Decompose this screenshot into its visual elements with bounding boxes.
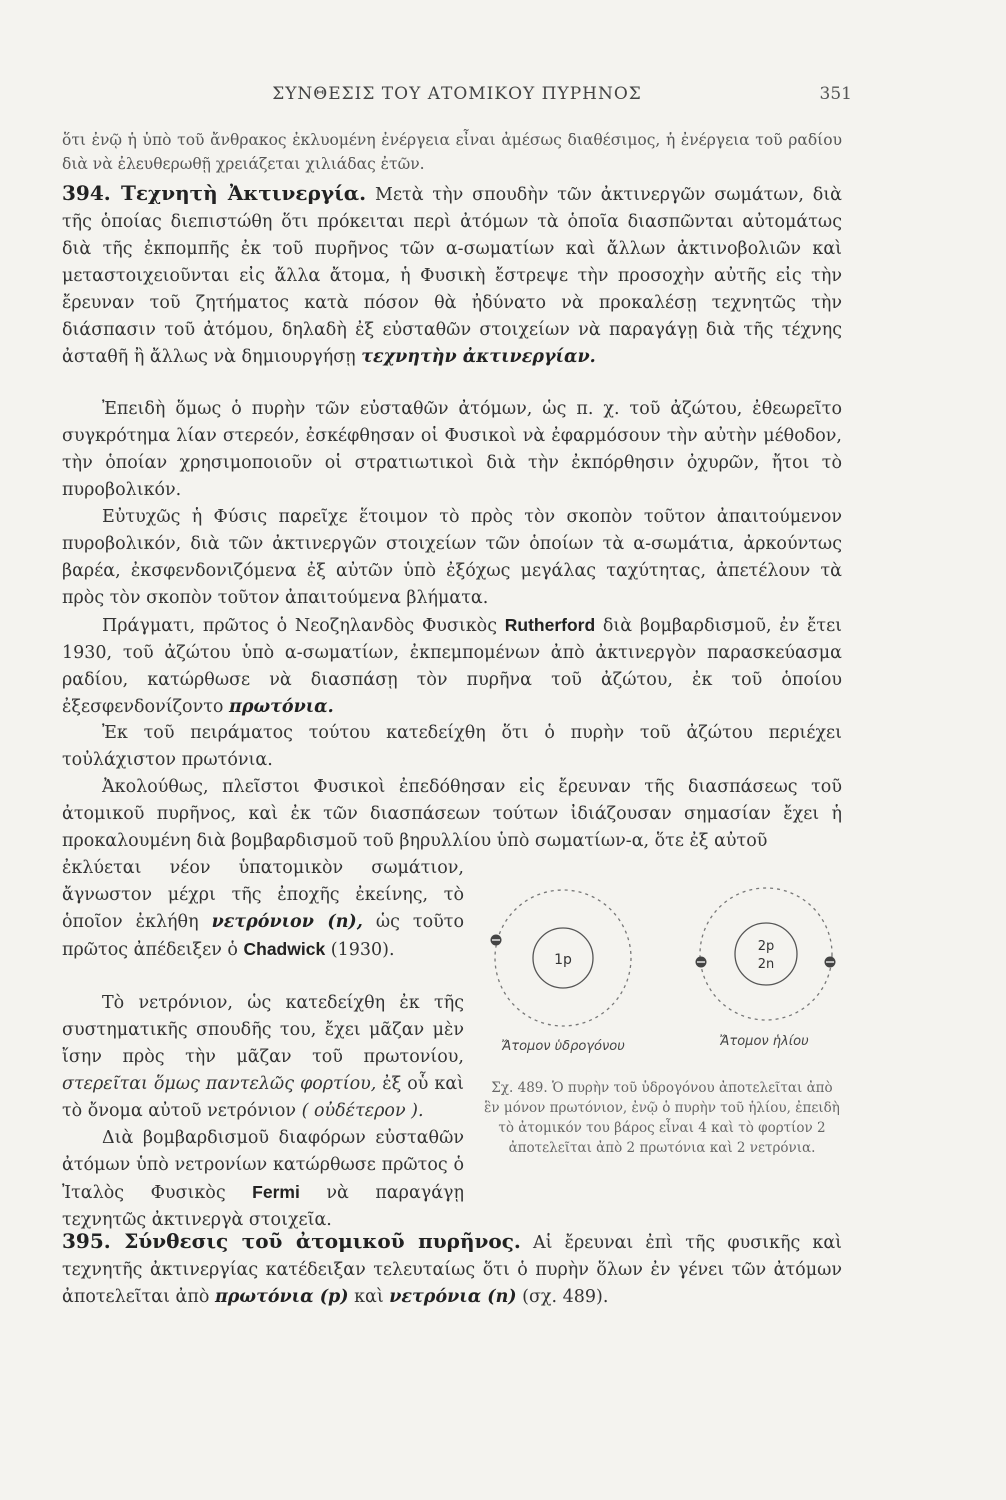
figure-caption: Σχ. 489. Ὁ πυρὴν τοῦ ὑδρογόνου ἀποτελεῖται ἀπὸ ἓν μόνον πρωτόνιον, ἐνῷ ὁ πυρὴν τοῦ ἡλίου, ἐπειδὴ τὸ ἀτομικόν του βάρος εἶναι 4 καὶ τὸ φορτίον 2 ἀποτελεῖται ἀπὸ 2 πρωτόνια καὶ 2 νετρόνια. (484, 1080, 840, 1156)
s394-p7-text-a: Τὸ νετρόνιον, ὡς κατεδείχθη ἐκ τῆς συστηματικῆς σπουδῆς του, ἔχει μᾶζαν μὲν ἴσην πρὸς τὴν μᾶζαν τοῦ πρωτονίου, (62, 993, 464, 1067)
section-394-paragraph-3: Εὐτυχῶς ἡ Φύσις παρεῖχε ἕτοιμον τὸ πρὸς τὸν σκοπὸν τοῦτον ἀπαιτούμενον πυροβολικόν, διὰ τῶν ἀκτινεργῶν στοιχείων τῶν ὁποίων τὰ α-σωμάτια, ἀρκούντως βαρέα, ἐκσφενδονιζόμενα ἐξ αὐτῶν ὑπὸ ἐξόχως μεγάλας ταχύτητας, ἀπετέλουν τὰ πρὸς τὸν σκοπὸν τοῦτον ἀπαιτούμενα βλήματα. (62, 507, 842, 608)
protons-term: πρωτόνια (p) (214, 1287, 349, 1307)
s394-p7-text-b: ἐξ οὗ καὶ τὸ ὄνομα αὐτοῦ νετρόνιον (62, 1074, 464, 1121)
hydrogen-atom-label: Ἄτομον ὑδρογόνου (501, 1039, 625, 1054)
s395-text-c: (σχ. 489). (516, 1287, 609, 1307)
s394-p6-cont-b: ὡς τοῦτο πρῶτος ἀπέδειξεν ὁ (62, 912, 464, 960)
chadwick-name: Chadwick (243, 939, 326, 959)
hydrogen-nucleus-label: 1p (554, 952, 572, 968)
atom-diagram (478, 880, 848, 1080)
section-394-paragraph-4 (62, 612, 842, 721)
helium-orbit (700, 888, 832, 1020)
section-394-paragraph-2: Ἐπειδὴ ὅμως ὁ πυρὴν τῶν εὐσταθῶν ἀτόμων, ὡς π. χ. τοῦ ἀζώτου, ἐθεωρεῖτο συγκρότημα λίαν στερεόν, ἐσκέφθησαν οἱ Φυσικοὶ νὰ ἐφαρμόσουν τὴν αὐτὴν μέθοδον, τὴν ὁποίαν χρησιμοποιοῦν οἱ στρατιωτικοὶ διὰ τὴν ἐκπόρθησιν ὀχυρῶν, ἤτοι τὸ πυροβολικόν. (62, 399, 842, 500)
atom-diagram-figure (478, 880, 848, 1080)
section-394-heading: 394. Τεχνητὴ Ἀκτινεργία. (62, 181, 367, 205)
s394-p1-emphasis: τεχνητὴν ἀκτινεργίαν. (361, 347, 596, 367)
neutral-italic: ( οὐδέτερον ). (301, 1101, 424, 1121)
helium-nucleus (735, 923, 797, 985)
chadwick-year: (1930). (325, 940, 395, 960)
neutron-discovery-paragraph (62, 855, 464, 964)
s394-p6-cont-a: ἐκλύεται νέον ὑπατομικὸν σωμάτιον, ἄγνωστον μέχρι τῆς ἐποχῆς ἐκείνης, τὸ ὁποῖον ἐκλήθη (62, 858, 464, 932)
page-number: 351 (819, 84, 852, 104)
rutherford-name: Rutherford (504, 615, 596, 635)
section-394-paragraph-5: Ἐκ τοῦ πειράματος τούτου κατεδείχθη ὅτι ὁ πυρὴν τοῦ ἀζώτου περιέχει τοὐλάχιστον πρωτόνια. (62, 723, 842, 770)
section-394-paragraph-6: Ἀκολούθως, πλεῖστοι Φυσικοὶ ἐπεδόθησαν εἰς ἔρευναν τῆς διασπάσεως τοῦ ἀτομικοῦ πυρῆνος, καὶ ἐκ τῶν διασπάσεων τούτων ἰδιάζουσαν σημασίαν ἔχει ἡ προκαλουμένη διὰ βομβαρδισμοῦ τοῦ βηρυλλίου ὑπὸ σωματίων-α, ὅτε ἐξ αὐτοῦ (62, 777, 842, 851)
s395-text-a: Αἱ ἔρευναι ἐπὶ τῆς φυσικῆς καὶ τεχνητῆς ἀκτινεργίας κατέδειξαν τελευταίως ὅτι ὁ πυρὴν ὅλων ἐν γένει τῶν ἀτόμων ἀποτελεῖται ἀπὸ (62, 1233, 842, 1307)
neutrons-term: νετρόνια (n) (389, 1287, 517, 1307)
s394-p4-text-b: διὰ βομβαρδισμοῦ, ἐν ἔτει 1930, τοῦ ἀζώτου ὑπὸ α-σωματίων, ἐκπεμπομένων ἀπὸ ἀκτινεργὸν παρασκεύασμα ραδίου, κατώρθωσε νὰ διασπάσῃ τὸν πυρῆνα τοῦ ἀζώτου, ἐκ τοῦ ὁποίου ἐξεσφενδονίζοντο (62, 616, 843, 717)
intro-paragraph: ὅτι ἐνῷ ἡ ὑπὸ τοῦ ἄνθρακος ἐκλυομένη ἐνέργεια εἶναι ἀμέσως διαθέσιμος, ἡ ἐνέργεια τοῦ ραδίου διὰ νὰ ἐλευθερωθῇ χρειάζεται χιλιάδας ἐτῶν. (62, 131, 842, 173)
s394-p8-text-a: Διὰ βομβαρδισμοῦ διαφόρων εὐσταθῶν ἀτόμων ὑπὸ νετρονίων κατώρθωσε πρῶτος ὁ Ἰταλὸς Φυσικὸς (62, 1128, 464, 1203)
s394-p1-text: Μετὰ τὴν σπουδὴν τῶν ἀκτινεργῶν σωμάτων, διὰ τῆς ὁποίας διεπιστώθη ὅτι πρόκειται περὶ ἀτόμων τὰ ὁποῖα διασπῶνται αὐτομάτως διὰ τῆς ἐκπομπῆς ἐκ τοῦ πυρῆνος τῶν α-σωματίων καὶ ἄλλων ἀκτινοβολιῶν καὶ μεταστοιχειοῦνται εἰς ἄλλα ἄτομα, ἡ Φυσικὴ ἔστρεψε τὴν προσοχὴν αὐτῆς εἰς τὴν ἔρευναν τοῦ ζητήματος κατὰ πόσον θὰ ἠδύνατο νὰ προκαλέσῃ τεχνητῶς τὴν διάσπασιν τοῦ ἀτόμου, δηλαδὴ ἐξ εὐσταθῶν στοιχείων νὰ παραγάγῃ διὰ τῆς τέχνης ἀσταθῆ ἢ ἄλλως νὰ δημιουργήσῃ (62, 185, 843, 367)
neutron-properties-paragraph (62, 990, 464, 1125)
s394-p4-text-a: Πράγματι, πρῶτος ὁ Νεοζηλανδὸς Φυσικὸς (102, 616, 505, 636)
section-394-paragraph-1 (62, 180, 842, 371)
helium-atom-label: Ἄτομον ἡλίου (719, 1034, 809, 1049)
helium-neutrons-label: 2n (757, 957, 775, 972)
section-395-paragraph (62, 1228, 842, 1311)
running-title: ΣΥΝΘΕΣΙΣ ΤΟΥ ΑΤΟΜΙΚΟΥ ΠΥΡΗΝΟΣ (272, 84, 642, 104)
neutron-emphasis: νετρόνιον (n), (211, 912, 363, 932)
s394-p8-text-b: νὰ παραγάγῃ τεχνητῶς ἀκτινεργὰ στοιχεῖα. (62, 1183, 464, 1230)
no-charge-italic: στερεῖται ὅμως παντελῶς φορτίου, (62, 1074, 377, 1094)
protons-emphasis: πρωτόνια. (229, 697, 334, 717)
page-header (62, 84, 852, 114)
section-395-heading: 395. Σύνθεσις τοῦ ἀτομικοῦ πυρῆνος. (62, 1229, 521, 1253)
s395-text-b: καὶ (348, 1287, 390, 1307)
helium-protons-label: 2p (757, 939, 775, 954)
fermi-name: Fermi (252, 1182, 300, 1202)
fermi-paragraph (62, 1125, 464, 1234)
